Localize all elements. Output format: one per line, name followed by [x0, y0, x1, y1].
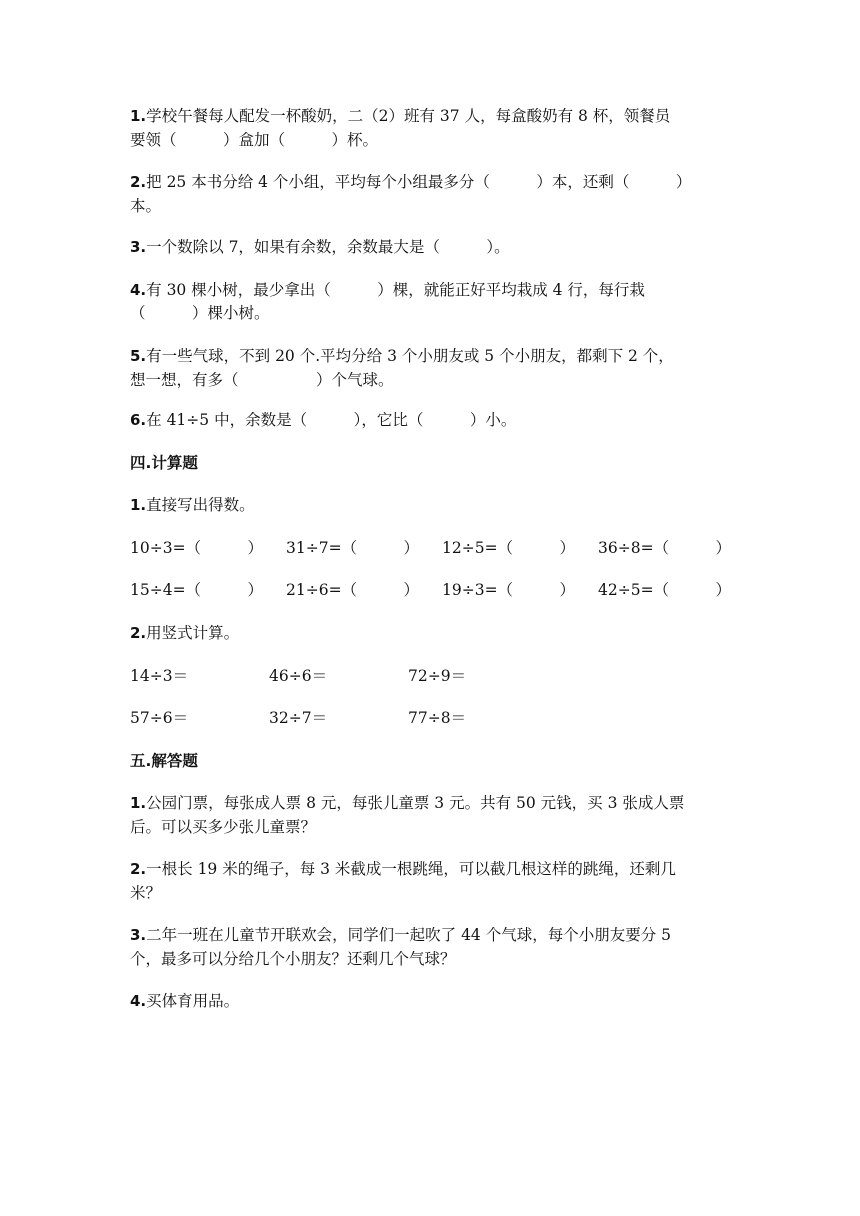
- question-number: 6.: [130, 411, 147, 429]
- fill-question-3-line-1: [130, 236, 510, 258]
- word-problem-1-line-2: 后。可以买多少张儿童票？: [130, 818, 317, 836]
- oral-calc-item: 21÷6=（ ）: [286, 581, 420, 599]
- word-problem-4-line-1: [130, 990, 239, 1012]
- question-number: 5.: [130, 347, 147, 365]
- word-problem-1-line-1: [130, 792, 684, 814]
- fill-question-1-line-2: 要领（ ）盒加（ ）杯。: [130, 131, 379, 149]
- question-number: 2.: [130, 624, 147, 642]
- question-text: 直接写出得数。: [146, 496, 255, 514]
- question-number: 2.: [130, 860, 147, 878]
- section-5-title: 五.解答题: [130, 752, 198, 770]
- word-problem-2-line-1: [130, 858, 676, 880]
- vertical-calc-item: 77÷8＝: [408, 709, 467, 727]
- fill-question-5-line-2: 想一想，有多（ ）个气球。: [130, 371, 394, 389]
- question-number: 3.: [130, 926, 147, 944]
- vertical-calc-item: 57÷6＝: [130, 709, 189, 727]
- question-number: 1.: [130, 794, 147, 812]
- question-text: 二年一班在儿童节开联欢会，同学们一起吹了 44 个气球，每个小朋友要分 5: [146, 926, 672, 944]
- oral-calc-item: 31÷7=（ ）: [286, 539, 420, 557]
- question-number: 1.: [130, 107, 147, 125]
- question-text: 把 25 本书分给 4 个小组，平均每个小组最多分（ ）本，还剩（ ）: [146, 173, 692, 191]
- fill-question-4-line-1: [130, 279, 645, 301]
- question-number: 4.: [130, 281, 147, 299]
- fill-question-1-line-1: [130, 105, 670, 127]
- section-4-title: 四.计算题: [130, 454, 198, 472]
- fill-question-4-line-2: （ ）棵小树。: [130, 304, 270, 322]
- question-text: 一根长 19 米的绳子，每 3 米截成一根跳绳，可以截几根这样的跳绳，还剩几: [146, 860, 676, 878]
- fill-question-6-line-1: [130, 409, 516, 431]
- word-problem-3-line-1: [130, 924, 671, 946]
- question-text: 有 30 棵小树，最少拿出（ ）棵，就能正好平均栽成 4 行，每行栽: [146, 281, 645, 299]
- question-number: 2.: [130, 173, 147, 191]
- oral-calc-item: 12÷5=（ ）: [442, 539, 576, 557]
- vertical-calc-item: 72÷9＝: [408, 667, 467, 685]
- section-4-question-1: [130, 494, 255, 516]
- question-text: 买体育用品。: [146, 992, 240, 1010]
- question-text: 在 41÷5 中，余数是（ ），它比（ ）小。: [146, 411, 517, 429]
- vertical-calc-item: 46÷6＝: [269, 667, 328, 685]
- vertical-calc-item: 14÷3＝: [130, 667, 189, 685]
- vertical-calc-item: 32÷7＝: [269, 709, 328, 727]
- fill-question-5-line-1: [130, 345, 674, 367]
- word-problem-2-line-2: 米？: [130, 884, 162, 902]
- question-text: 有一些气球，不到 20 个.平均分给 3 个小朋友或 5 个小朋友，都剩下 2 个，: [146, 347, 674, 365]
- fill-question-2-line-2: 本。: [130, 197, 162, 215]
- oral-calc-item: 19÷3=（ ）: [442, 581, 576, 599]
- oral-calc-item: 36÷8=（ ）: [598, 539, 732, 557]
- question-number: 3.: [130, 238, 147, 256]
- section-4-question-2: [130, 622, 239, 644]
- word-problem-3-line-2: 个，最多可以分给几个小朋友？还剩几个气球？: [130, 950, 456, 968]
- question-text: 公园门票，每张成人票 8 元，每张儿童票 3 元。共有 50 元钱，买 3 张成人票: [146, 794, 685, 812]
- oral-calc-item: 10÷3=（ ）: [130, 539, 264, 557]
- question-number: 1.: [130, 496, 147, 514]
- oral-calc-item: 42÷5=（ ）: [598, 581, 732, 599]
- question-number: 4.: [130, 992, 147, 1010]
- question-text: 用竖式计算。: [146, 624, 240, 642]
- fill-question-2-line-1: [130, 171, 691, 193]
- oral-calc-item: 15÷4=（ ）: [130, 581, 264, 599]
- question-text: 一个数除以 7，如果有余数，余数最大是（ ）。: [146, 238, 510, 256]
- question-text: 学校午餐每人配发一杯酸奶，二（2）班有 37 人，每盒酸奶有 8 杯，领餐员: [146, 107, 671, 125]
